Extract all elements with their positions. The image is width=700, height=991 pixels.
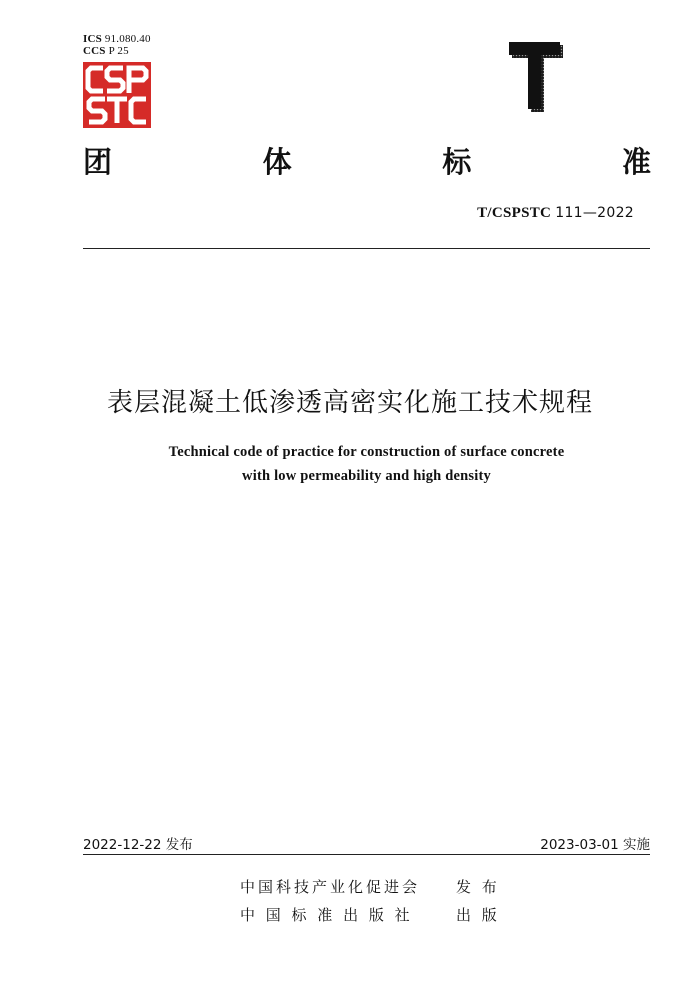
- cspstc-logo: [83, 62, 151, 128]
- ccs-label: CCS: [83, 45, 106, 57]
- title-chinese: 表层混凝土低渗透高密实化施工技术规程: [106, 388, 593, 418]
- standard-type-char: 准: [621, 144, 651, 179]
- ics-value: 91.080.40: [104, 33, 151, 45]
- ccs-code: [83, 45, 129, 57]
- issuing-organization: 中国科技产业化促进会: [240, 878, 421, 896]
- title-english-line-2: with low permeability and high density: [242, 468, 491, 484]
- standard-code: [477, 205, 634, 222]
- cspstc-logo-graphic: [83, 62, 151, 128]
- ccs-value: P 25: [108, 45, 129, 57]
- publisher-role: 出 版: [456, 906, 500, 924]
- header-divider: [83, 248, 650, 249]
- standard-letter-mark: [509, 42, 563, 112]
- standard-type-char: 团: [83, 144, 113, 179]
- ics-code: [83, 33, 151, 45]
- standard-code-prefix: T/CSPSTC: [477, 205, 552, 221]
- standard-type-char: 体: [262, 144, 292, 179]
- issue-date: 2022-12-22 发布: [83, 837, 193, 853]
- standard-type-heading: [83, 140, 651, 180]
- standard-type-char: 标: [442, 144, 472, 179]
- issuer-role: 发 布: [456, 878, 500, 896]
- footer-divider: [83, 854, 650, 855]
- standard-code-number: 111—2022: [555, 205, 634, 221]
- title-english-line-1: Technical code of practice for construction of surface concrete: [168, 444, 565, 460]
- publisher: 中 国 标 准 出 版 社: [240, 906, 413, 924]
- ics-label: ICS: [83, 33, 102, 45]
- implementation-date: 2023-03-01 实施: [540, 837, 650, 853]
